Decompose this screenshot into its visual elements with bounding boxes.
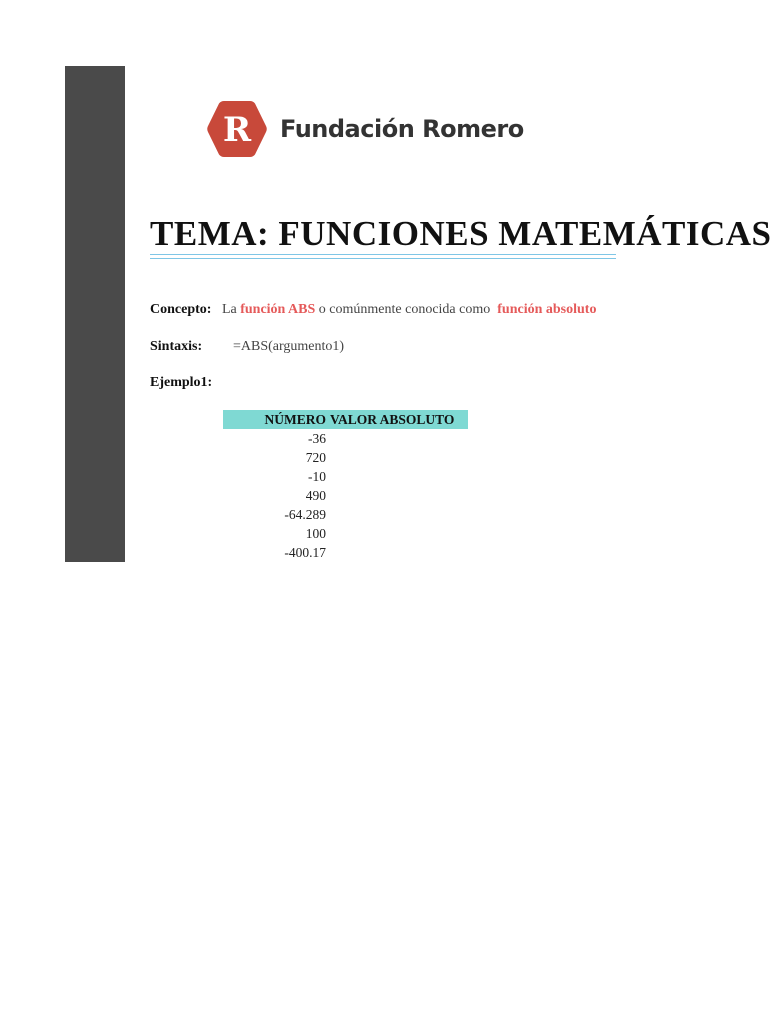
concept-middle: o comúnmente conocida como (318, 302, 491, 317)
cell-number[interactable]: -64.289 (284, 506, 326, 522)
side-bar (65, 66, 125, 562)
concept-highlight-abs: función ABS (240, 302, 316, 317)
syntax-label: Sintaxis: (150, 339, 203, 354)
header-valor-absoluto: VALOR ABSOLUTO (326, 410, 468, 429)
header-numero: NÚMERO (223, 410, 326, 429)
brand-name: Fundación Romero (280, 115, 524, 143)
cell-number[interactable]: 720 (305, 449, 326, 465)
cell-abs-value[interactable] (326, 429, 468, 448)
cell-abs-value[interactable] (326, 543, 468, 562)
cell-abs-value[interactable] (326, 524, 468, 543)
brand-logo (206, 99, 524, 159)
table-row (223, 505, 468, 524)
cell-abs-value[interactable] (326, 486, 468, 505)
table-row (223, 524, 468, 543)
cell-abs-value[interactable] (326, 467, 468, 486)
logo-letter: R (222, 110, 252, 150)
title-divider (150, 254, 616, 259)
cell-abs-value[interactable] (326, 448, 468, 467)
cell-number[interactable]: -400.17 (284, 544, 326, 560)
concept-row (150, 302, 596, 318)
concept-prefix: La (221, 302, 237, 317)
concept-label: Concepto: (150, 302, 212, 317)
table-header-row (223, 410, 468, 429)
example-label: Ejemplo1: (150, 375, 213, 390)
table-row (223, 467, 468, 486)
cell-number[interactable]: -10 (308, 468, 326, 484)
logo-hex-icon (206, 99, 268, 159)
cell-abs-value[interactable] (326, 505, 468, 524)
table-row (223, 543, 468, 562)
concept-highlight-absoluto: función absoluto (497, 302, 597, 317)
page-title: TEMA: FUNCIONES MATEMÁTICAS (150, 214, 772, 253)
syntax-value: =ABS(argumento1) (233, 339, 345, 354)
cell-number[interactable]: -36 (308, 430, 326, 446)
cell-number[interactable]: 100 (305, 525, 326, 541)
table-row (223, 448, 468, 467)
content-area (150, 200, 772, 340)
cell-number[interactable]: 490 (305, 487, 326, 503)
table-row (223, 429, 468, 448)
abs-example-table (223, 410, 468, 562)
table-row (223, 486, 468, 505)
